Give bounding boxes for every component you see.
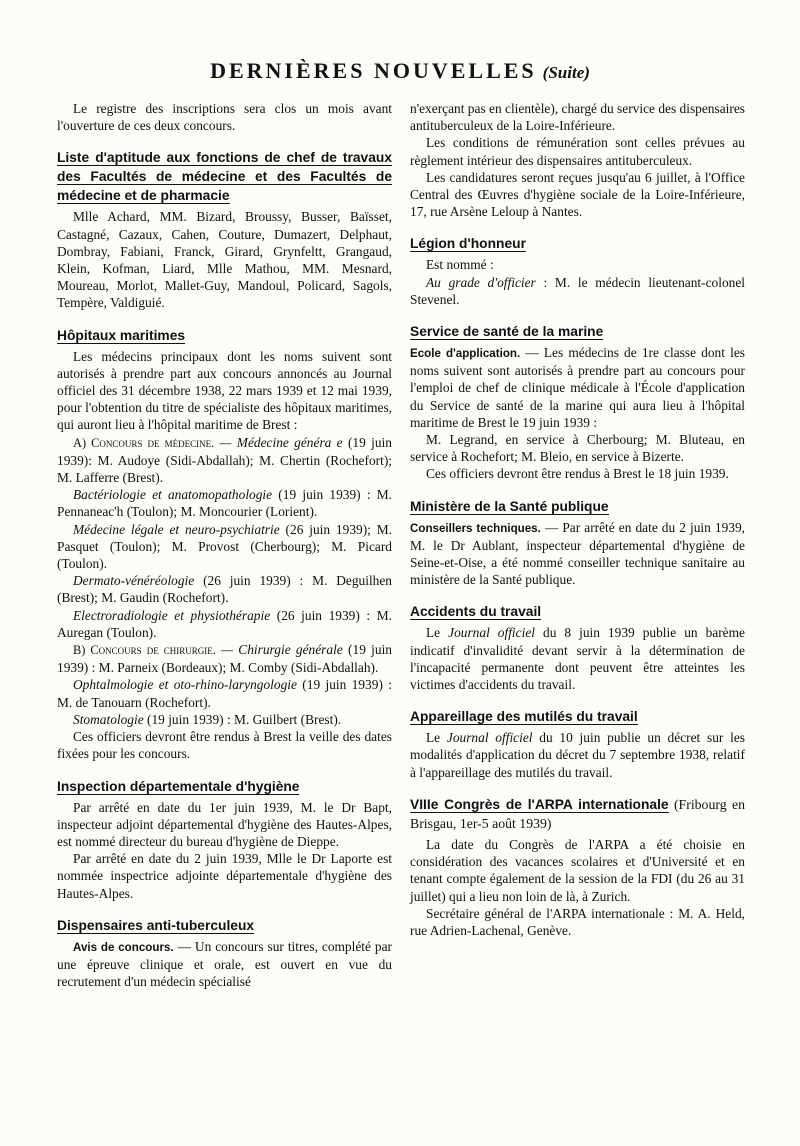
dispensaires-candidatures: Les candidatures seront reçues jusqu'au 6 juillet, à l'Office Central des Œuvres d'hygiène sociale de la Loire-Inférieure, 17, rue Arsène Leloup à Nantes. <box>410 169 745 220</box>
section-heading-accidents: Accidents du travail <box>410 604 542 620</box>
hopitaux-end: Ces officiers devront être rendus à Brest la veille des dates fixées pour les concours. <box>57 729 392 762</box>
hopitaux-intro: Les médecins principaux dont les noms suivent sont autorisés à prendre part aux concours annoncés au Journal officiel des 31 décembre 1938, 22 mars 1939 et 12 mai 1939, pour l'obtention du titre de spécialiste des hôpitaux maritimes, qui auront lieu à l'hôpital maritime de Brest : <box>57 348 392 433</box>
marine-paragraph-1: Ecole d'application. — Les médecins de 1re classe dont les noms suivent sont autorisés à prendre part au concours pour l'emploi de chef de clinique médicale à l'École d'application du Service de santé de la marine qui aura lieu à l'hôpital maritime de Brest le 19 juin 1939 : <box>410 345 745 430</box>
appareillage-paragraph: Le Journal officiel du 10 juin publie un décret sur les modalités d'application du décret du 7 septembre 1938, relatif à l'appareillage des mutilés du travail. <box>410 730 745 780</box>
right-column <box>410 100 745 939</box>
hopitaux-electro: Electroradiologie et physiothérapie (26 juin 1939) : M. Auregan (Toulon). <box>57 607 392 640</box>
hopitaux-medecine-legale: Médecine légale et neuro-psychiatrie (26 juin 1939); M. Pasquet (Toulon); M. Provost (Cherbourg); M. Picard (Toulon). <box>57 521 392 572</box>
marine-paragraph-2: M. Legrand, en service à Cherbourg; M. Bluteau, en service à Rochefort; M. Bleio, en service à Bizerte. <box>410 432 745 465</box>
section-heading-aptitude: Liste d'aptitude aux fonctions de chef de travaux des Facultés de médecine et des Facultés de médecine et de pharmacie <box>57 150 392 204</box>
dispensaires-continued: n'exerçant pas en clientèle), chargé du service des dispensaires antituberculeux de la Loire-Inférieure. <box>410 101 745 134</box>
intro-paragraph: Le registre des inscriptions sera clos un mois avant l'ouverture de ces deux concours. <box>57 101 392 134</box>
section-heading-ministere: Ministère de la Santé publique <box>410 498 609 514</box>
ministere-paragraph: Conseillers techniques. — Par arrêté en date du 2 juin 1939, M. le Dr Aublant, inspecteur départemental d'hygiène de Seine-et-Oise, a été nommé conseiller technique sanitaire au ministère de la Santé publique. <box>410 519 745 588</box>
dispensaires-conditions: Les conditions de rémunération sont celles prévues au règlement intérieur des dispensaires antituberculeux. <box>410 135 745 168</box>
dispensaires-paragraph: Avis de concours. — Un concours sur titres, complété par une épreuve clinique et orale, est ouvert en vue du recrutement d'un médecin spécialisé <box>57 938 393 990</box>
accidents-paragraph: Le Journal officiel du 8 juin 1939 publie un barème indicatif d'invalidité devant servir à la détermination de l'incapacité permanente dont peuvent être atteintes les victimes d'accidents du travail. <box>410 625 745 693</box>
section-heading-dispensaires: Dispensaires anti-tuberculeux <box>57 917 255 933</box>
hopitaux-bacteriologie: Bactériologie et anatomopathologie (19 juin 1939) : M. Pennaneac'h (Toulon); M. Moncourier (Lorient). <box>57 487 392 520</box>
inspection-paragraph-2: Par arrêté en date du 2 juin 1939, Mlle le Dr Laporte est nommée inspectrice adjointe départementale d'hygiène des Hautes-Alpes. <box>57 851 392 901</box>
section-heading-legion: Légion d'honneur <box>410 236 526 252</box>
page-title-suite: (Suite) <box>542 63 590 82</box>
section-heading-marine: Service de santé de la marine <box>410 324 604 340</box>
section-heading-appareillage: Appareillage des mutilés du travail <box>410 709 638 725</box>
hopitaux-medecine: A) Concours de médecine. — Médecine généra e (19 juin 1939): M. Audoye (Sidi-Abdallah); M. Chertin (Rochefort); M. Lafferre (Brest). <box>57 434 392 486</box>
page-header <box>0 58 800 84</box>
hopitaux-dermato: Dermato-vénéréologie (26 juin 1939) : M. Deguilhen (Brest); M. Gaudin (Rochefort). <box>57 573 392 606</box>
arpa-paragraph-1: La date du Congrès de l'ARPA a été choisie en considération des vacances scolaires et d'Université et en tenant compte également de la session de la FDI (du 26 au 31 juillet) qui a lieu non loin de là, à Zurich. <box>410 836 745 904</box>
page-title: DERNIÈRES NOUVELLES <box>210 58 537 83</box>
aptitude-paragraph: Mlle Achard, MM. Bizard, Broussy, Busser, Baïsset, Castagné, Cazaux, Cahen, Couture, Dumazert, Delphaut, Dombray, Fabiani, Franck, Girard, Grynfeltt, Grangaud, Klein, Kofman, Liard, Mlle Mathou, MM. Mesnard, Moureau, Morlot, Mallet-Guy, Mandoul, Policard, Sagols, Tempère, Valdiguié. <box>57 209 392 311</box>
legion-grade: Au grade d'officier : M. le médecin lieutenant-colonel Stevenel. <box>410 274 746 307</box>
legion-nomme: Est nommé : <box>426 257 494 273</box>
left-column <box>57 100 392 990</box>
section-heading-inspection: Inspection départementale d'hygiène <box>57 778 300 794</box>
marine-paragraph-3: Ces officiers devront être rendus à Brest le 18 juin 1939. <box>426 466 729 482</box>
arpa-paragraph-2: Secrétaire général de l'ARPA internationale : M. A. Held, rue Adrien-Lachenal, Genève. <box>410 905 745 938</box>
inspection-paragraph-1: Par arrêté en date du 1er juin 1939, M. le Dr Bapt, inspecteur adjoint départemental d'hygiène des Hautes-Alpes, est nommé directeur du bureau d'hygiène de Dieppe. <box>57 799 392 849</box>
hopitaux-ophtalmo: Ophtalmologie et oto-rhino-laryngologie (19 juin 1939) : M. de Tanouarn (Rochefort). <box>57 677 392 710</box>
section-heading-hopitaux: Hôpitaux maritimes <box>57 327 186 343</box>
hopitaux-stomato: Stomatologie (19 juin 1939) : M. Guilbert (Brest). <box>73 711 342 727</box>
hopitaux-chirurgie: B) Concours de chirurgie. — Chirurgie générale (19 juin 1939) : M. Parneix (Bordeaux); M. Comby (Sidi-Abdallah). <box>57 642 392 676</box>
section-heading-arpa: VIIIe Congrès de l'ARPA internationale (Fribourg en Brisgau, 1er-5 août 1939) <box>410 796 745 831</box>
